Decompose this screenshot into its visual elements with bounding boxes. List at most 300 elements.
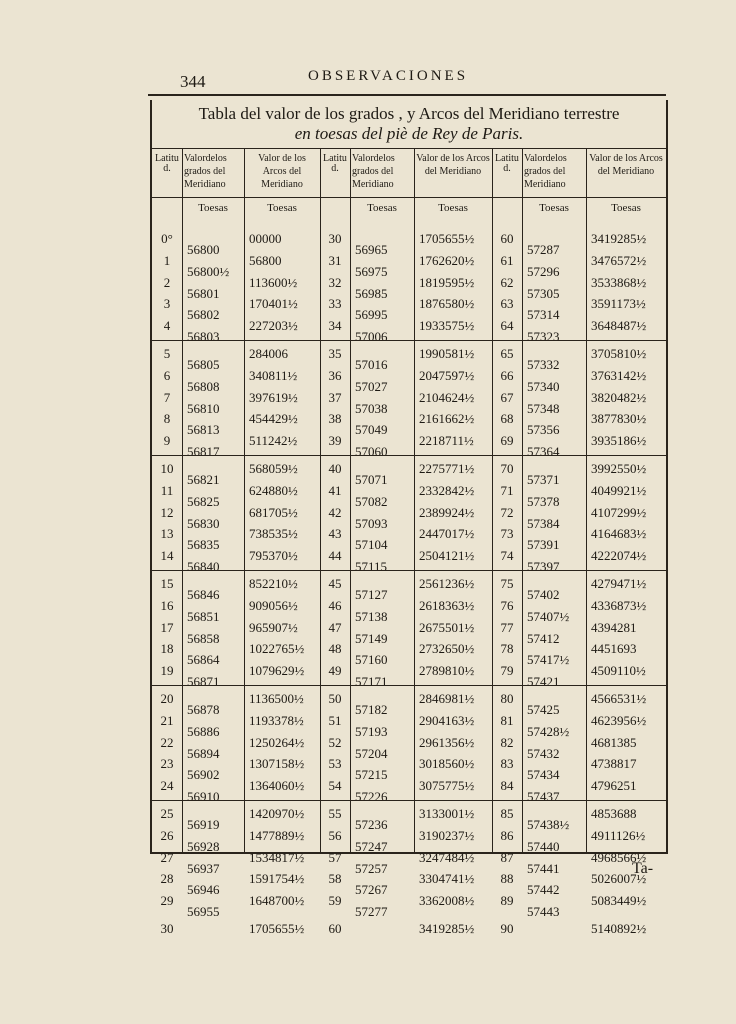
arc-value-cell: 3476572½ [591,252,647,268]
arc-value-cell: 3419285½ [419,921,475,936]
arc-value-header: Valor de los Arcos del Meridiano [589,153,663,177]
degree-value-cell: 57016 [355,356,388,372]
arc-value-cell: 568059½ [249,461,298,476]
column-deg [350,148,414,920]
degree-value-cell: 57277 [355,904,388,920]
header-rule [152,197,182,198]
block-separator [586,685,666,686]
block-separator [182,455,244,456]
latitude-cell: 52 [328,734,342,750]
latitude-cell: 54 [328,778,342,794]
degree-value-cell: 57378 [527,493,560,509]
degree-value-cell: 56803 [187,329,220,345]
latitude-cell: 36 [328,367,342,383]
latitude-cell: 69 [500,433,514,449]
arc-value-cell: 4623956½ [591,712,647,728]
header-rule [350,197,414,198]
arc-value-cell: 2789810½ [419,663,475,679]
latitude-cell: 71 [500,482,514,498]
latitude-cell: 82 [500,734,514,750]
arc-value-cell: 3075775½ [419,778,475,794]
header-rule [522,197,586,198]
header-rule [182,197,244,198]
latitude-cell: 68 [500,411,514,427]
latitude-cell: 18 [160,641,174,657]
block-separator [182,570,244,571]
latitude-cell: 80 [500,691,514,706]
degree-value-cell: 56821 [187,471,220,487]
block-separator [522,455,586,456]
latitude-cell: 26 [160,827,174,843]
arc-value-cell: 2561236½ [419,576,475,591]
arc-value-cell: 00000 [249,231,282,246]
arc-value-cell: 1364060½ [249,778,305,794]
block-separator [522,570,586,571]
block-separator [244,570,320,571]
table-frame [150,100,668,936]
latitude-cell: 30 [160,921,174,936]
latitude-cell: 73 [500,526,514,542]
degree-value-cell: 57049 [355,422,388,438]
running-head: OBSERVACIONES [308,68,469,84]
degree-value-cell: 57257 [355,860,388,876]
latitude-cell: 8 [163,411,171,427]
latitude-cell: 75 [500,576,514,591]
latitude-cell: 58 [328,871,342,887]
arc-value-cell: 1477889½ [249,827,305,843]
header-rule [414,197,492,198]
arc-value-cell: 4509110½ [591,663,646,679]
arc-value-cell: 4049921½ [591,482,647,498]
degree-value-cell: 57160 [355,652,388,668]
degree-value-header: Valordelos grados del Meridiano [184,153,227,190]
arc-value-cell: 4336873½ [591,597,647,613]
degree-value-cell: 57071 [355,471,388,487]
header-rule [244,197,320,198]
arc-value-cell: 1648700½ [249,893,305,909]
latitude-cell: 50 [328,691,342,706]
degree-value-cell: 57215 [355,767,388,783]
arc-value-header: Valor de los Arcos del Meridiano [258,153,306,190]
arc-value-cell: 2275771½ [419,461,475,476]
latitude-cell: 60 [500,231,514,246]
units-label: Toesas [367,202,397,214]
arc-value-cell: 1136500½ [249,691,304,706]
arc-value-cell: 2675501½ [419,619,475,635]
arc-value-cell: 3362008½ [419,893,475,909]
arc-value-cell: 2047597½ [419,367,475,383]
latitude-cell: 24 [160,778,174,794]
degree-value-cell: 57397 [527,559,560,575]
degree-value-cell: 56835 [187,537,220,553]
latitude-cell: 47 [328,619,342,635]
degree-value-cell: 57425 [527,701,560,717]
degree-value-cell: 56871 [187,674,220,690]
arc-value-cell: 1250264½ [249,734,305,750]
latitude-cell: 17 [160,619,174,635]
degree-value-cell: 56858 [187,630,220,646]
column-arc [414,148,492,936]
latitude-cell: 16 [160,597,174,613]
degree-value-cell: 57432 [527,745,560,761]
block-separator [350,685,414,686]
arc-value-cell: 4681385 [591,734,637,750]
degree-value-cell: 56946 [187,882,220,898]
header-rule [586,197,666,198]
block-separator [244,455,320,456]
block-separator [586,340,666,341]
block-separator [586,800,666,801]
arc-value-cell: 4394281 [591,619,637,635]
column-lat [320,148,350,936]
block-separator [320,570,350,571]
arc-value-cell: 4164683½ [591,526,647,542]
latitude-cell: 62 [500,274,514,290]
block-separator [182,340,244,341]
degree-value-cell: 57093 [355,515,388,531]
degree-value-cell: 57127 [355,586,388,602]
degree-value-header: Valordelos grados del Meridiano [524,153,567,190]
latitude-cell: 67 [500,389,514,405]
arc-value-cell: 3190237½ [419,827,475,843]
degree-value-cell: 57193 [355,723,388,739]
block-separator [492,340,522,341]
block-separator [522,685,586,686]
latitude-cell: 21 [160,712,174,728]
header-rule [148,94,666,96]
column-deg [182,148,244,920]
degree-value-cell: 56825 [187,493,220,509]
block-separator [492,685,522,686]
block-separator [244,685,320,686]
degree-value-cell: 56975 [355,263,388,279]
arc-value-cell: 1534817½ [249,849,305,865]
table-title-line1: Tabla del valor de los grados , y Arcos del Meridiano terrestre [198,104,620,123]
block-separator [350,800,414,801]
block-separator [492,455,522,456]
degree-value-cell: 57443 [527,904,560,920]
latitude-cell: 39 [328,433,342,449]
degree-value-cell: 56928 [187,838,220,854]
latitude-cell: 65 [500,346,514,361]
degree-value-cell: 57226 [355,789,388,805]
arc-value-cell: 5083449½ [591,893,647,909]
units-label: Toesas [438,202,468,214]
block-separator [414,570,492,571]
block-separator [320,800,350,801]
block-separator [320,340,350,341]
arc-value-cell: 965907½ [249,619,298,635]
latitude-cell: 2 [163,274,171,290]
latitude-cell: 76 [500,597,514,613]
latitude-cell: 15 [160,576,174,591]
latitude-cell: 90 [500,921,514,936]
block-separator [244,340,320,341]
degree-value-cell: 56802 [187,307,220,323]
arc-value-cell: 1420970½ [249,806,305,821]
catchword: Ta- [632,860,654,877]
block-separator [350,455,414,456]
arc-value-cell: 2218711½ [419,433,474,449]
degree-value-cell: 57038 [355,400,388,416]
arc-value-cell: 1933575½ [419,318,475,334]
degree-value-cell: 56894 [187,745,220,761]
degree-value-cell: 57421 [527,674,560,690]
latitude-cell: 0° [161,231,173,246]
degree-value-cell: 56995 [355,307,388,323]
arc-value-cell: 3419285½ [591,231,647,246]
degree-value-cell: 57434 [527,767,560,783]
latitude-cell: 40 [328,461,342,476]
units-label: Toesas [539,202,569,214]
latitude-cell: 1 [163,252,171,268]
degree-value-cell: 57384 [527,515,560,531]
latitude-cell: 60 [328,921,342,936]
arc-value-cell: 340811½ [249,367,298,383]
arc-value-cell: 681705½ [249,504,298,520]
latitude-header: Latitud. [155,153,179,174]
block-separator [320,685,350,686]
degree-value-cell: 56985 [355,285,388,301]
latitude-cell: 10 [160,461,174,476]
arc-value-cell: 2104624½ [419,389,475,405]
arc-value-cell: 4107299½ [591,504,647,520]
latitude-cell: 11 [160,482,174,498]
degree-value-cell: 57247 [355,838,388,854]
latitude-cell: 87 [500,849,514,865]
arc-value-cell: 1307158½ [249,756,305,772]
block-separator [350,570,414,571]
latitude-cell: 56 [328,827,342,843]
degree-value-cell: 56808 [187,378,220,394]
latitude-cell: 83 [500,756,514,772]
latitude-cell: 48 [328,641,342,657]
arc-value-cell: 2846981½ [419,691,475,706]
degree-value-cell: 57104 [355,537,388,553]
column-deg [522,148,586,920]
degree-value-cell: 56846 [187,586,220,602]
latitude-cell: 5 [163,346,171,361]
latitude-cell: 53 [328,756,342,772]
arc-value-cell: 5026007½ [591,871,647,887]
arc-value-cell: 738535½ [249,526,298,542]
latitude-cell: 42 [328,504,342,520]
latitude-cell: 85 [500,806,514,821]
column-lat [152,148,182,936]
block-separator [320,455,350,456]
latitude-cell: 6 [163,367,171,383]
arc-value-cell: 1079629½ [249,663,305,679]
arc-value-cell: 3820482½ [591,389,647,405]
degree-value-cell: 56800½ [187,263,230,279]
latitude-cell: 34 [328,318,342,334]
latitude-cell: 4 [163,318,171,334]
block-separator [492,570,522,571]
arc-value-cell: 2732650½ [419,641,475,657]
degree-value-cell: 57287 [527,241,560,257]
latitude-cell: 79 [500,663,514,679]
latitude-cell: 32 [328,274,342,290]
latitude-cell: 25 [160,806,174,821]
latitude-cell: 55 [328,806,342,821]
table-group-1 [152,148,320,936]
degree-value-cell: 57296 [527,263,560,279]
latitude-cell: 72 [500,504,514,520]
arc-value-cell: 511242½ [249,433,298,449]
arc-value-cell: 3935186½ [591,433,647,449]
arc-value-cell: 2447017½ [419,526,475,542]
arc-value-cell: 3247484½ [419,849,475,865]
block-separator [152,685,182,686]
degree-value-cell: 57305 [527,285,560,301]
degree-value-cell: 57441 [527,860,560,876]
arc-value-cell: 1990581½ [419,346,475,361]
degree-value-cell: 57027 [355,378,388,394]
degree-value-cell: 56864 [187,652,220,668]
degree-value-cell: 57182 [355,701,388,717]
block-separator [152,340,182,341]
column-arc [244,148,320,936]
latitude-cell: 77 [500,619,514,635]
latitude-cell: 44 [328,548,342,564]
arc-value-cell: 454429½ [249,411,298,427]
latitude-cell: 45 [328,576,342,591]
degree-value-cell: 57438½ [527,816,570,832]
block-separator [522,340,586,341]
degree-value-cell: 56902 [187,767,220,783]
units-label: Toesas [267,202,297,214]
block-separator [350,340,414,341]
block-separator [414,685,492,686]
degree-value-cell: 57407½ [527,608,570,624]
latitude-cell: 3 [163,296,171,312]
degree-value-cell: 56830 [187,515,220,531]
arc-value-cell: 4566531½ [591,691,647,706]
arc-value-cell: 3304741½ [419,871,475,887]
arc-value-cell: 2332842½ [419,482,475,498]
latitude-cell: 66 [500,367,514,383]
degree-value-cell: 57371 [527,471,560,487]
degree-value-cell: 56813 [187,422,220,438]
degree-value-cell: 57138 [355,608,388,624]
arc-value-cell: 2904163½ [419,712,475,728]
degree-value-cell: 57236 [355,816,388,832]
degree-value-cell: 57006 [355,329,388,345]
degree-value-cell: 57402 [527,586,560,602]
latitude-cell: 43 [328,526,342,542]
arc-value-cell: 1022765½ [249,641,305,657]
degree-value-cell: 57171 [355,674,388,690]
latitude-cell: 59 [328,893,342,909]
latitude-cell: 37 [328,389,342,405]
arc-value-cell: 5140892½ [591,921,647,936]
degree-value-cell: 56840 [187,559,220,575]
arc-value-cell: 3533868½ [591,274,647,290]
latitude-cell: 33 [328,296,342,312]
degree-value-cell: 57082 [355,493,388,509]
block-separator [414,455,492,456]
degree-value-cell: 56878 [187,701,220,717]
degree-value-cell: 56910 [187,789,220,805]
latitude-cell: 84 [500,778,514,794]
arc-value-cell: 4911126½ [591,827,646,843]
arc-value-cell: 4796251 [591,778,637,794]
arc-value-cell: 170401½ [249,296,298,312]
header-rule [492,197,522,198]
arc-value-cell: 284006 [249,346,288,361]
latitude-cell: 23 [160,756,174,772]
arc-value-cell: 4968566½ [591,849,647,865]
arc-value-cell: 1705655½ [249,921,305,936]
arc-value-cell: 1876580½ [419,296,475,312]
latitude-cell: 27 [160,849,174,865]
block-separator [586,570,666,571]
degree-value-cell: 57428½ [527,723,570,739]
latitude-cell: 86 [500,827,514,843]
table-title-line2: en toesas del piè de Rey de Paris. [294,124,524,143]
arc-value-cell: 3648487½ [591,318,647,334]
block-separator [414,340,492,341]
latitude-cell: 7 [163,389,171,405]
arc-value-cell: 1819595½ [419,274,475,290]
arc-value-cell: 397619½ [249,389,298,405]
latitude-cell: 19 [160,663,174,679]
arc-value-cell: 1591754½ [249,871,305,887]
latitude-cell: 38 [328,411,342,427]
arc-value-cell: 1193378½ [249,712,304,728]
block-separator [152,570,182,571]
arc-value-cell: 2618363½ [419,597,475,613]
degree-value-cell: 56810 [187,400,220,416]
arc-value-cell: 4222074½ [591,548,647,564]
degree-value-header: Valordelos grados del Meridiano [352,153,395,190]
degree-value-cell: 57267 [355,882,388,898]
arc-value-cell: 1762620½ [419,252,475,268]
arc-value-header: Valor de los Arcos del Meridiano [416,153,490,177]
latitude-cell: 12 [160,504,174,520]
arc-value-cell: 3591173½ [591,296,646,312]
block-separator [492,800,522,801]
latitude-cell: 22 [160,734,174,750]
latitude-cell: 74 [500,548,514,564]
degree-value-cell: 57149 [355,630,388,646]
degree-value-cell: 56919 [187,816,220,832]
degree-value-cell: 56817 [187,444,220,460]
degree-value-cell: 57442 [527,882,560,898]
latitude-cell: 13 [160,526,174,542]
arc-value-cell: 909056½ [249,597,298,613]
degree-value-cell: 57364 [527,444,560,460]
degree-value-cell: 56965 [355,241,388,257]
latitude-cell: 35 [328,346,342,361]
degree-value-cell: 57323 [527,329,560,345]
page-number: 344 [180,72,206,91]
degree-value-cell: 56851 [187,608,220,624]
arc-value-cell: 3705810½ [591,346,647,361]
arc-value-cell: 4853688 [591,806,637,821]
latitude-cell: 89 [500,893,514,909]
block-separator [152,800,182,801]
degree-value-cell: 56800 [187,241,220,257]
degree-value-cell: 57440 [527,838,560,854]
units-label: Toesas [198,202,228,214]
block-separator [152,455,182,456]
latitude-cell: 9 [163,433,171,449]
arc-value-cell: 3877830½ [591,411,647,427]
latitude-cell: 61 [500,252,514,268]
latitude-cell: 64 [500,318,514,334]
degree-value-cell: 57417½ [527,652,570,668]
